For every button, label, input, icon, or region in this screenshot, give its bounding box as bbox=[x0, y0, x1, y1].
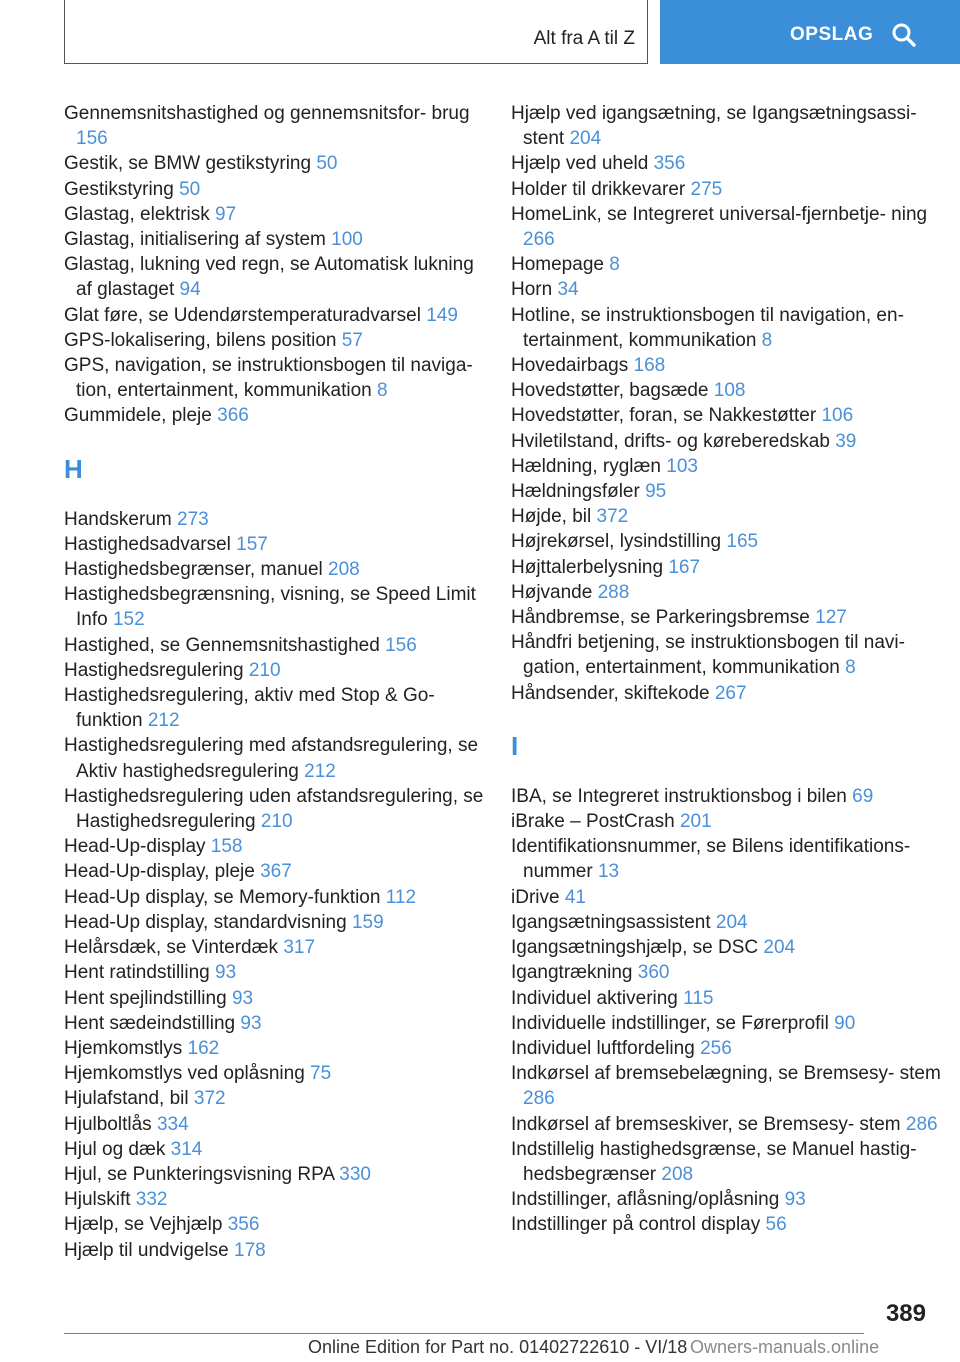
page-link[interactable]: 204 bbox=[569, 128, 602, 150]
index-entry bbox=[64, 986, 494, 1011]
index-entry bbox=[64, 1036, 494, 1061]
index-entry bbox=[511, 1212, 941, 1237]
index-term: Hjemkomstlys bbox=[64, 1037, 183, 1059]
footer-edition: Online Edition for Part no. 01402722610 - VI/18 bbox=[308, 1337, 688, 1357]
index-term: Glastag, initialisering af system bbox=[64, 229, 326, 251]
index-term: Hent sædeindstilling bbox=[64, 1012, 236, 1034]
index-term: Indkørsel af bremsebelægning, se Bremsesy- stem bbox=[511, 1063, 941, 1085]
index-term: Hovedstøtter, foran, se Nakkestøtter bbox=[511, 405, 817, 427]
page-link[interactable]: 273 bbox=[177, 508, 209, 530]
index-entry bbox=[64, 328, 494, 353]
index-term: Glastag, lukning ved regn, se Automatisk lukning af glastaget bbox=[64, 254, 474, 301]
index-entry bbox=[511, 605, 941, 630]
index-entry bbox=[64, 935, 494, 960]
page-link[interactable]: 330 bbox=[339, 1163, 371, 1185]
page-link[interactable]: 41 bbox=[564, 886, 586, 908]
page-link[interactable]: 286 bbox=[523, 1088, 555, 1110]
index-term: Hent ratindstilling bbox=[64, 962, 210, 984]
page-link[interactable]: 286 bbox=[905, 1113, 938, 1135]
index-entry bbox=[511, 504, 941, 529]
page-link[interactable]: 8 bbox=[761, 329, 773, 351]
page-link[interactable]: 34 bbox=[557, 279, 579, 301]
index-entry bbox=[64, 1162, 494, 1187]
index-entry bbox=[511, 177, 941, 202]
index-entry bbox=[64, 582, 494, 632]
footer-divider bbox=[64, 1333, 864, 1334]
index-column-left bbox=[64, 101, 494, 1263]
index-entry bbox=[64, 101, 494, 151]
index-term: Head-Up display, standardvisning bbox=[64, 911, 347, 933]
index-entry bbox=[64, 303, 494, 328]
index-entry bbox=[64, 960, 494, 985]
index-term: Hældning, ryglæn bbox=[511, 455, 661, 477]
page-link[interactable]: 266 bbox=[523, 229, 555, 251]
page-number: 389 bbox=[885, 1300, 926, 1327]
index-term: Hjælp, se Vejhjælp bbox=[64, 1214, 223, 1236]
page-link[interactable]: 69 bbox=[852, 785, 874, 807]
index-term: Hjulskift bbox=[64, 1189, 131, 1211]
index-term: Håndbremse, se Parkeringsbremse bbox=[511, 607, 810, 629]
index-term: Head-Up display, se Memory-funktion bbox=[64, 886, 381, 908]
index-entry bbox=[511, 277, 941, 302]
page-link[interactable]: 97 bbox=[215, 203, 237, 225]
page-link[interactable]: 106 bbox=[821, 405, 854, 427]
index-entry bbox=[64, 1137, 494, 1162]
index-entry bbox=[511, 429, 941, 454]
index-entry bbox=[511, 1112, 941, 1137]
index-entry bbox=[64, 403, 494, 428]
index-entry bbox=[511, 809, 941, 834]
page-link[interactable]: 75 bbox=[310, 1063, 332, 1085]
index-entry bbox=[511, 454, 941, 479]
index-term: Individuelle indstillinger, se Førerprofil bbox=[511, 1012, 829, 1034]
index-term: Indstillinger på control display bbox=[511, 1214, 761, 1236]
index-entry bbox=[64, 733, 494, 783]
index-term: Håndfri betjening, se instruktionsbogen til navi- gation, entertainment, kommunikation bbox=[511, 632, 905, 679]
page-link[interactable]: 94 bbox=[179, 279, 201, 301]
page-link[interactable]: 8 bbox=[609, 254, 620, 276]
index-term: Hastighedsbegrænser, manuel bbox=[64, 559, 323, 581]
index-term: Hjælp ved igangsætning, se Igangsætningsassi- stent bbox=[511, 103, 917, 150]
index-entry bbox=[64, 1212, 494, 1237]
page-link[interactable]: 156 bbox=[385, 634, 417, 656]
index-term: Højttalerbelysning bbox=[511, 556, 664, 578]
page-link[interactable]: 275 bbox=[690, 178, 723, 200]
page-link[interactable]: 13 bbox=[597, 861, 620, 883]
index-entry bbox=[64, 859, 494, 884]
index-term: Indstillelig hastighedsgrænse, se Manuel hastig- hedsbegrænser bbox=[511, 1138, 917, 1185]
page-link[interactable]: 178 bbox=[234, 1239, 266, 1261]
page-link[interactable]: 93 bbox=[215, 962, 237, 984]
chapter-title: Alt fra A til Z bbox=[533, 28, 635, 49]
index-entry bbox=[511, 910, 941, 935]
index-entry bbox=[64, 252, 494, 302]
page-link[interactable]: 8 bbox=[845, 657, 856, 679]
page-link[interactable]: 212 bbox=[304, 760, 336, 782]
index-term: Hastighedsregulering med afstandsregulering, se Aktiv hastighedsregulering bbox=[64, 735, 479, 782]
index-entry bbox=[511, 555, 941, 580]
index-term: Hastighedsregulering bbox=[64, 659, 244, 681]
page-link[interactable]: 165 bbox=[726, 531, 759, 553]
page-link[interactable]: 210 bbox=[260, 811, 293, 833]
index-term: Gestikstyring bbox=[64, 178, 174, 200]
page-link[interactable]: 108 bbox=[713, 380, 746, 402]
index-term: iDrive bbox=[511, 886, 560, 908]
index-term: Igangtrækning bbox=[511, 962, 633, 984]
index-term: Holder til drikkevarer bbox=[511, 178, 686, 200]
index-term: Hastighedsregulering, aktiv med Stop & Go- funktion bbox=[64, 685, 435, 732]
index-entry bbox=[511, 681, 941, 706]
index-entry bbox=[64, 1011, 494, 1036]
page-link[interactable]: 208 bbox=[661, 1163, 694, 1185]
index-entry bbox=[511, 202, 941, 252]
index-entry bbox=[64, 683, 494, 733]
index-term: Hastighedsbegrænsning, visning, se Speed Limit Info bbox=[64, 584, 476, 631]
page-link[interactable]: 356 bbox=[653, 153, 686, 175]
index-term: Højde, bil bbox=[511, 506, 592, 528]
section-letter: H bbox=[64, 453, 83, 484]
section-letter: I bbox=[511, 730, 519, 761]
page-link[interactable]: 212 bbox=[147, 710, 180, 732]
page-link[interactable]: 201 bbox=[679, 811, 712, 833]
page-link[interactable]: 8 bbox=[377, 380, 388, 402]
page-link[interactable]: 162 bbox=[187, 1037, 220, 1059]
page-link[interactable]: 267 bbox=[714, 682, 747, 704]
index-term: Hviletilstand, drifts- og kørеberedskab bbox=[511, 430, 830, 452]
index-entry bbox=[511, 960, 941, 985]
index-term: HomeLink, se Integreret universal-fjernbetje- ning bbox=[511, 203, 928, 225]
index-term: Hotline, se instruktionsbogen til navigation, en- tertainment, kommunikation bbox=[511, 304, 904, 351]
index-term: iBrake – PostCrash bbox=[511, 811, 675, 833]
index-term: Højvande bbox=[511, 581, 593, 603]
index-term: Hovedairbags bbox=[511, 355, 629, 377]
page-link[interactable]: 115 bbox=[683, 987, 714, 1009]
page-link[interactable]: 168 bbox=[633, 355, 666, 377]
index-entry bbox=[511, 378, 941, 403]
index-entry bbox=[511, 151, 941, 176]
index-term: Hjælp til undvigelse bbox=[64, 1239, 229, 1261]
index-term: Hjulboltlås bbox=[64, 1113, 152, 1135]
index-term: Gestik, se BMW gestikstyring bbox=[64, 153, 312, 175]
index-term: Hastighedsregulering uden afstandsregulering, se Hastighedsregulering bbox=[64, 785, 484, 833]
index-term: Hjul og dæk bbox=[64, 1138, 166, 1160]
page-link[interactable]: 50 bbox=[179, 178, 201, 200]
page-link[interactable]: 372 bbox=[193, 1088, 226, 1110]
index-term: Glastag, elektrisk bbox=[64, 203, 210, 225]
index-entry bbox=[511, 252, 941, 277]
page-link[interactable]: 317 bbox=[283, 937, 316, 959]
index-entry bbox=[511, 885, 941, 910]
index-entry bbox=[511, 1011, 941, 1036]
search-icon bbox=[891, 22, 917, 48]
page-link[interactable]: 39 bbox=[835, 430, 857, 452]
index-term: Hastighedsadvarsel bbox=[64, 533, 231, 555]
index-entry bbox=[64, 227, 494, 252]
index-term: Hjælp ved uheld bbox=[511, 153, 649, 175]
page-link[interactable]: 95 bbox=[645, 481, 667, 503]
index-entry bbox=[64, 633, 494, 658]
index-term: Hjemkomstlys ved oplåsning bbox=[64, 1063, 305, 1085]
page-link[interactable]: 356 bbox=[227, 1214, 260, 1236]
index-entry bbox=[511, 529, 941, 554]
page-link[interactable]: 332 bbox=[135, 1189, 168, 1211]
index-term: Hældningsføler bbox=[511, 481, 640, 503]
index-entry bbox=[64, 353, 494, 403]
index-column-right bbox=[511, 101, 941, 1238]
index-entry bbox=[511, 1137, 941, 1187]
index-term: IBA, se Integreret instruktionsbog i bilen bbox=[511, 785, 847, 807]
page-link[interactable]: 127 bbox=[815, 607, 847, 629]
page-link[interactable]: 93 bbox=[240, 1012, 262, 1034]
index-entry bbox=[64, 1061, 494, 1086]
index-entry bbox=[511, 479, 941, 504]
page-link[interactable]: 367 bbox=[260, 861, 292, 883]
index-entry bbox=[64, 1187, 494, 1212]
page-link[interactable]: 360 bbox=[637, 962, 670, 984]
page-link[interactable]: 50 bbox=[316, 153, 338, 175]
index-term: GPS, navigation, se instruktionsbogen til naviga- tion, entertainment, kommunikation bbox=[64, 355, 473, 402]
page-link[interactable]: 159 bbox=[351, 911, 384, 933]
index-entry bbox=[64, 557, 494, 582]
page-link[interactable]: 288 bbox=[597, 581, 630, 603]
page-link[interactable]: 334 bbox=[156, 1113, 189, 1135]
index-term: Head-Up-display, pleje bbox=[64, 861, 255, 883]
index-term: Hastighed, se Gennemsnitshastighed bbox=[64, 634, 380, 656]
index-entry bbox=[511, 303, 941, 353]
index-entry bbox=[511, 630, 941, 680]
index-entry bbox=[511, 935, 941, 960]
page-link[interactable]: 167 bbox=[668, 556, 701, 578]
index-term: Glat føre, se Udendørstemperaturadvarsel bbox=[64, 304, 421, 326]
index-term: Identifikationsnummer, se Bilens identifikations- nummer bbox=[511, 836, 911, 883]
index-term: Hovedstøtter, bagsæde bbox=[511, 380, 709, 402]
index-term: Indkørsel af bremseskiver, se Bremsesy- stem bbox=[511, 1113, 901, 1135]
index-entry bbox=[64, 1086, 494, 1111]
index-term: Igangsætningshjælp, se DSC bbox=[511, 937, 759, 959]
page-link[interactable]: 57 bbox=[341, 329, 363, 351]
page-link[interactable]: 152 bbox=[112, 609, 145, 631]
index-entry bbox=[64, 885, 494, 910]
page-link[interactable]: 93 bbox=[231, 987, 254, 1009]
page-link[interactable]: 149 bbox=[426, 304, 458, 326]
index-term: Handskerum bbox=[64, 508, 172, 530]
index-term: Individuel aktivering bbox=[511, 987, 678, 1009]
index-entry bbox=[64, 834, 494, 859]
index-entry bbox=[511, 580, 941, 605]
page-link[interactable]: 204 bbox=[715, 911, 748, 933]
header-title-box bbox=[64, 0, 648, 64]
index-entry bbox=[511, 1187, 941, 1212]
index-term: Igangsætningsassistent bbox=[511, 911, 711, 933]
index-term: Hjulafstand, bil bbox=[64, 1088, 189, 1110]
index-term: Individuel luftfordeling bbox=[511, 1037, 695, 1059]
page-link[interactable]: 314 bbox=[170, 1138, 203, 1160]
index-term: GPS-lokalisering, bilens position bbox=[64, 329, 337, 351]
index-entry bbox=[511, 784, 941, 809]
index-entry bbox=[64, 151, 494, 176]
index-term: Horn bbox=[511, 279, 553, 301]
page-link[interactable]: 90 bbox=[834, 1012, 856, 1034]
page-link[interactable]: 204 bbox=[763, 937, 796, 959]
index-entry bbox=[511, 403, 941, 428]
page-link[interactable]: 372 bbox=[596, 506, 629, 528]
index-term: Højrekørsel, lysindstilling bbox=[511, 531, 722, 553]
index-term: Indstillinger, aflåsning/oplåsning bbox=[511, 1189, 780, 1211]
index-entry bbox=[511, 353, 941, 378]
page-link[interactable]: 156 bbox=[76, 128, 108, 150]
page-link[interactable]: 112 bbox=[385, 886, 417, 908]
index-entry bbox=[511, 1061, 941, 1111]
index-entry bbox=[511, 834, 941, 884]
index-term: Hjul, se Punkteringsvisning RPA bbox=[64, 1163, 334, 1185]
index-term: Head-Up-display bbox=[64, 836, 206, 858]
index-term: Helårsdæk, se Vinterdæk bbox=[64, 937, 279, 959]
footer-watermark: Owners-manuals.online bbox=[690, 1337, 880, 1357]
search-button[interactable] bbox=[660, 0, 960, 64]
index-term: Hent spejlindstilling bbox=[64, 987, 227, 1009]
index-entry bbox=[511, 101, 941, 151]
index-entry bbox=[64, 507, 494, 532]
page-link[interactable]: 158 bbox=[210, 836, 243, 858]
index-entry bbox=[64, 532, 494, 557]
index-entry bbox=[64, 1112, 494, 1137]
page-link[interactable]: 210 bbox=[248, 659, 281, 681]
index-entry bbox=[64, 177, 494, 202]
index-term: Gennemsnitshastighed og gennemsnitsfor- brug bbox=[64, 103, 470, 124]
page-link[interactable]: 157 bbox=[236, 533, 268, 555]
page-link[interactable]: 366 bbox=[217, 405, 249, 427]
index-entry bbox=[64, 658, 494, 683]
search-label: OPSLAG bbox=[790, 24, 874, 45]
page-link[interactable]: 103 bbox=[666, 455, 698, 477]
index-entry bbox=[64, 1238, 494, 1263]
index-term: Håndsender, skiftekode bbox=[511, 682, 710, 704]
index-entry bbox=[64, 202, 494, 227]
page-link[interactable]: 256 bbox=[700, 1037, 732, 1059]
page-link[interactable]: 56 bbox=[765, 1214, 787, 1236]
index-term: Homepage bbox=[511, 254, 604, 276]
page-link[interactable]: 93 bbox=[784, 1189, 806, 1211]
index-entry bbox=[511, 986, 941, 1011]
index-entry bbox=[511, 1036, 941, 1061]
index-entry bbox=[64, 910, 494, 935]
index-term: Gummidele, pleje bbox=[64, 405, 212, 427]
page-link[interactable]: 208 bbox=[328, 559, 360, 581]
page-link[interactable]: 100 bbox=[331, 229, 363, 251]
index-entry bbox=[64, 784, 494, 834]
